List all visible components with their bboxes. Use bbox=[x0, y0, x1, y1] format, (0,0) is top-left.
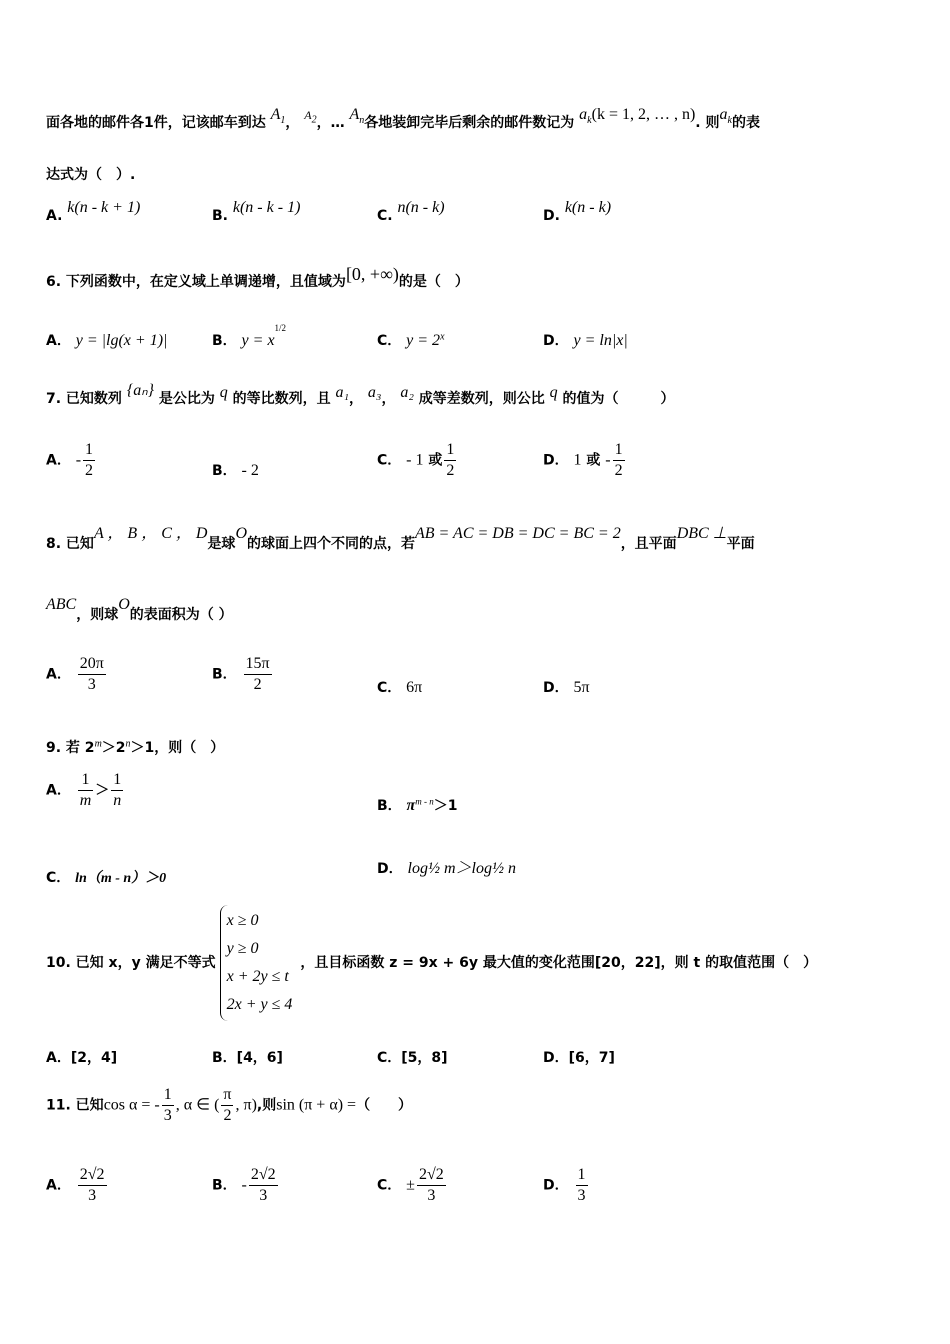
q7-stem: 7. 已知数列 {aₙ} 是公比为 q 的等比数列，且 a₁， a₃， a₂ 成等差数列，则公比 q 的值为（ ） bbox=[46, 382, 675, 407]
q5-option-b[interactable]: B. k(n - k - 1) bbox=[212, 199, 301, 224]
q8-option-b[interactable]: B． $\frac{15\pi}{2}$ bbox=[212, 655, 270, 693]
q5-option-c[interactable]: C. n(n - k) bbox=[377, 199, 445, 224]
q6-stem: 6. 下列函数中，在定义域上单调递增，且值域为[0, +∞)的是（ ） bbox=[46, 264, 469, 290]
q5-text-c: 的表 bbox=[731, 115, 760, 131]
q7-seq: {aₙ} bbox=[126, 382, 154, 399]
q5-A2: $A_2$ bbox=[304, 108, 317, 126]
q5-An: $A_n$ bbox=[349, 106, 365, 127]
q7-q: q bbox=[219, 384, 228, 401]
q5-option-d[interactable]: D. k(n - k) bbox=[543, 199, 612, 224]
q5-line1: 面各地的邮件各1件，记该邮车到达 $A_1$， $A_2$，… $A_n$各地装卸完毕后剩余的邮件数记为 $a_k(k = 1$, 2, … , n). 则$a_k$的表 bbox=[46, 106, 760, 131]
q10-option-b[interactable]: B．[4，6] bbox=[212, 1050, 283, 1066]
q10-option-a[interactable]: A．[2，4] bbox=[46, 1050, 118, 1066]
q6-range: [0, +∞) bbox=[345, 264, 399, 284]
q10-option-d[interactable]: D．[6，7] bbox=[543, 1050, 615, 1066]
q11-option-d[interactable]: D． $\frac{1}{3}$ bbox=[543, 1166, 586, 1204]
q5-A1: $A_1$ bbox=[270, 106, 286, 127]
q7-option-b[interactable]: B． - 2 bbox=[212, 462, 259, 479]
q7-option-d[interactable]: D． 1 或 - $\frac{1}{2}$ bbox=[543, 441, 623, 479]
q9-option-d[interactable]: D． log½ m＞log½ n bbox=[377, 860, 516, 877]
q5-text-a: 面各地的邮件各1件，记该邮车到达 bbox=[46, 115, 266, 131]
q8-stem-line2: ABC，则球O的表面积为（ ） bbox=[46, 596, 233, 623]
q5-dots: ，… bbox=[316, 115, 345, 131]
q6-option-b[interactable]: B． $y = x^{1/2}$ bbox=[212, 323, 287, 349]
q8-stem-line1: 8. 已知A ， B ， C ， D是球O的球面上四个不同的点，若AB = AC = DB = DC = BC = 2，且平面DBC ⊥平面 bbox=[46, 525, 755, 552]
q5-text-b: 各地装卸完毕后剩余的邮件数记为 bbox=[364, 115, 575, 131]
q9-option-b[interactable]: B． $\pi^{m - n}>1$ bbox=[377, 796, 458, 814]
q11-option-a[interactable]: A． $\frac{2√2}{3}$ bbox=[46, 1166, 105, 1204]
q11-stem: 11. 已知cos α = - $\frac{1}{3}$ , α ∈ ( $\frac{\pi}{2}$ , π),则sin (π + α) =（ ） bbox=[46, 1086, 413, 1124]
q6-option-c[interactable]: C． $y = 2^x$ bbox=[377, 331, 445, 349]
q10-option-c[interactable]: C．[5，8] bbox=[377, 1050, 448, 1066]
q8-points: A ， B ， C ， D bbox=[93, 525, 208, 542]
q5-then: . 则 bbox=[695, 115, 720, 131]
q9-stem: 9. 若 $2^m>2^n>1$，则（ ） bbox=[46, 738, 225, 756]
q7-option-c[interactable]: C． - 1 或 $\frac{1}{2}$ bbox=[377, 441, 455, 479]
q8-option-a[interactable]: A． $\frac{20\pi}{3}$ bbox=[46, 655, 104, 693]
q11-option-b[interactable]: B． - $\frac{2√2}{3}$ bbox=[212, 1166, 276, 1204]
q10-inequality-system: x ≥ 0 y ≥ 0 x + 2y ≤ t 2x + y ≤ 4 bbox=[220, 905, 297, 1021]
q11-option-c[interactable]: C． ± $\frac{2√2}{3}$ bbox=[377, 1166, 444, 1204]
q10-stem: 10. 已知 x，y 满足不等式 x ≥ 0 y ≥ 0 x + 2y ≤ t 2x + y ≤ 4 ，且目标函数 z = 9x + 6y 最大值的变化范围[20，22]，则 t 的取值范围（ ） bbox=[46, 905, 910, 1021]
q9-option-a[interactable]: A． $\frac{1}{m}$ ＞ $\frac{1}{n}$ bbox=[46, 771, 122, 809]
q8-equation: AB = AC = DB = DC = BC = 2 bbox=[415, 525, 621, 542]
q8-option-c[interactable]: C． 6π bbox=[377, 679, 423, 696]
q6-option-d[interactable]: D． y = ln|x| bbox=[543, 332, 628, 349]
q5-ak2: $a_k$ bbox=[719, 106, 732, 127]
q8-option-d[interactable]: D． 5π bbox=[543, 679, 590, 696]
q5-line2: 达式为（ ）. bbox=[46, 167, 136, 183]
q9-option-c[interactable]: C． ln（m - n）＞0 bbox=[46, 870, 167, 886]
q5-option-a[interactable]: A. k(n - k + 1) bbox=[46, 199, 141, 224]
q6-option-a[interactable]: A． y = |lg(x + 1)| bbox=[46, 332, 168, 349]
q5-ak-range: (k = 1, 2, … , n) bbox=[591, 106, 696, 123]
q7-option-a[interactable]: A． - $\frac{1}{2}$ bbox=[46, 441, 94, 479]
q5-ak: $a_k$ bbox=[579, 106, 592, 127]
